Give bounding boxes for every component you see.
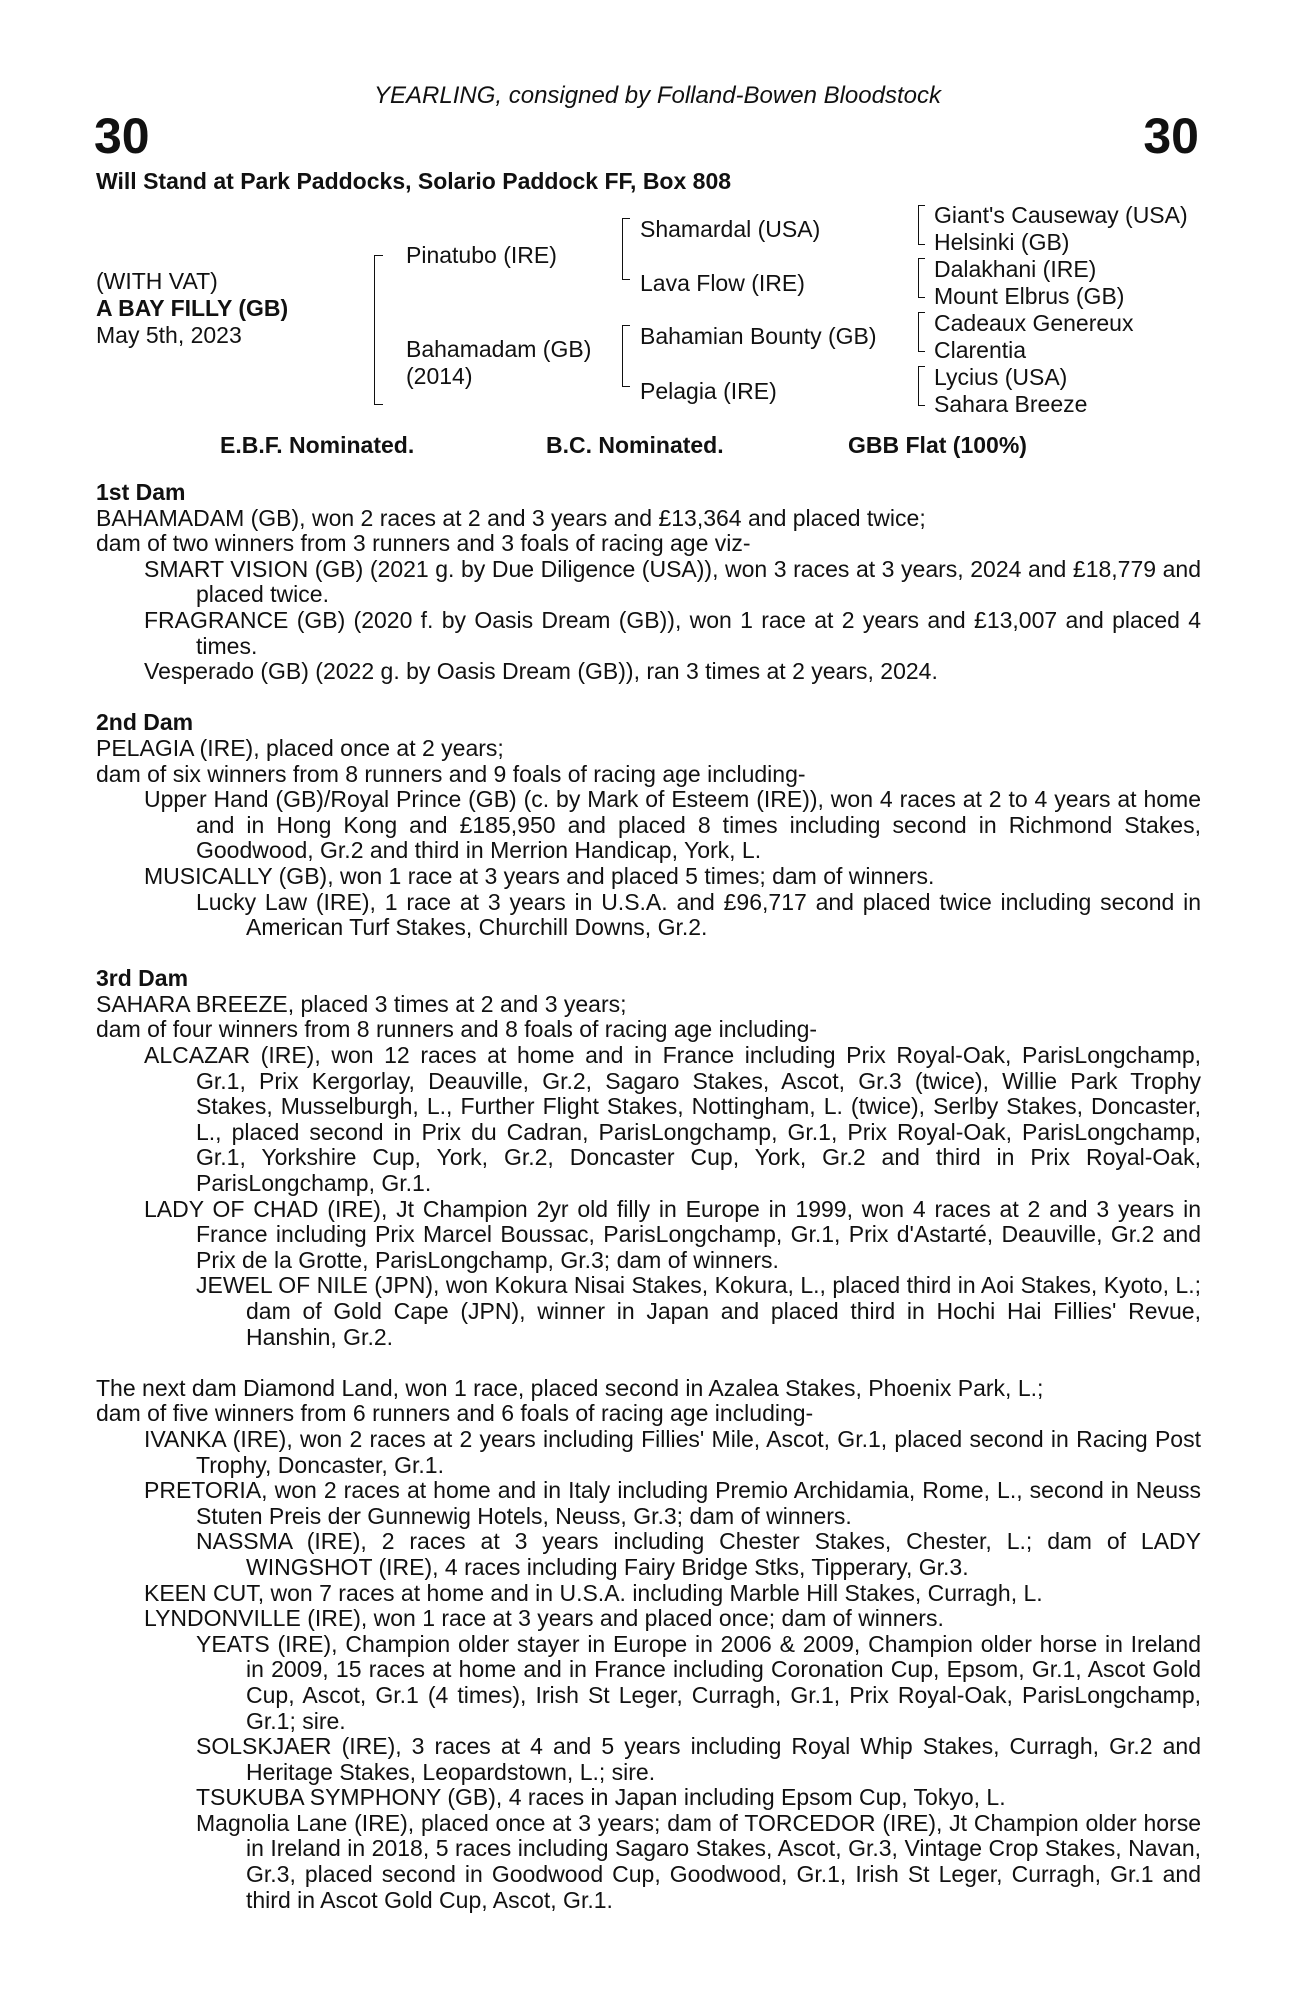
produce-entry: IVANKA (IRE), won 2 races at 2 years including Fillies' Mile, Ascot, Gr.1, placed second in Racing Post Trophy, Doncaster, Gr.1. [144,1425,1201,1478]
produce-entry: NASSMA (IRE), 2 races at 3 years including Chester Stakes, Chester, L.; dam of LADY WINGSHOT (IRE), 4 races including Fairy Bridge Stks, Tipperary, Gr.3. [196,1528,1201,1580]
produce-entry: FRAGRANCE (GB) (2020 f. by Oasis Dream (GB)), won 1 race at 2 years and £13,007 and placed 4 times. [144,606,1201,659]
third-dam-produce: dam of four winners from 8 runners and 8 foals of racing age including- [96,1016,818,1043]
sire-dam-name: Lava Flow (IRE) [640,270,805,296]
third-dam-heading: 3rd Dam [96,965,189,992]
next-dam-produce: dam of five winners from 6 runners and 6 foals of racing age including- [96,1400,814,1427]
produce-entry: YEATS (IRE), Champion older stayer in Europe in 2006 & 2009, Champion older horse in Ireland in 2009, 15 races at home and in France including Coronation Cup, Epsom, Gr.1, Ascot Gold Cup, Ascot, Gr.1 (4 times), Irish St Leger, Curragh, Gr.1, Prix Royal-Oak, ParisLongchamp, Gr.1; sire. [196,1630,1201,1734]
horse-name: A BAY FILLY (GB) [96,295,289,321]
ancestor-5: Cadeaux Genereux [934,310,1134,336]
second-dam-heading: 2nd Dam [96,709,194,736]
second-dam-produce: dam of six winners from 8 runners and 9 foals of racing age including- [96,760,806,787]
brace-g2 [918,258,925,298]
produce-entry: Magnolia Lane (IRE), placed once at 3 years; dam of TORCEDOR (IRE), Jt Champion older horse in Ireland in 2018, 5 races including Sagaro Stakes, Ascot, Gr.3, Vintage Crop Stakes, Navan, Gr.3, placed second in Goodwood Cup, Goodwood, Gr.1, Irish St Leger, Curragh, Gr.1 and third in Ascot Gold Cup, Ascot, Gr.1. [196,1809,1201,1913]
bc-nomination: B.C. Nominated. [546,432,724,458]
dam-year: (2014) [406,363,473,389]
ancestor-3: Dalakhani (IRE) [934,256,1097,282]
stand-location: Will Stand at Park Paddocks, Solario Paddock FF, Box 808 [96,168,732,194]
dam-name: Bahamadam (GB) [406,336,592,362]
produce-entry: PRETORIA, won 2 races at home and in Italy including Premio Archidamia, Rome, L., second in Neuss Stuten Preis der Gunnewig Hotels, Neuss, Gr.3; dam of winners. [144,1477,1201,1529]
produce-entry: KEEN CUT, won 7 races at home and in U.S.A. including Marble Hill Stakes, Curragh, L. [144,1579,1043,1606]
produce-entry: Upper Hand (GB)/Royal Prince (GB) (c. by Mark of Esteem (IRE)), won 4 races at 2 to 4 years at home and in Hong Kong and £185,950 and placed 8 times including second in Richmond Stakes, Goodwood, Gr.2 and third in Merrion Handicap, York, L. [144,786,1201,864]
produce-entry: ALCAZAR (IRE), won 12 races at home and in France including Prix Royal-Oak, ParisLongchamp, Gr.1, Prix Kergorlay, Deauville, Gr.2, Sagaro Stakes, Ascot, Gr.3 (twice), Willie Park Trophy Stakes, Musselburgh, L., Further Flight Stakes, Nottingham, L. (twice), Serlby Stakes, Doncaster, L., placed second in Prix du Cadran, ParisLongchamp, Gr.1, Prix Royal-Oak, ParisLongchamp, Gr.1, Yorkshire Cup, York, Gr.2, Doncaster Cup, York, Gr.2 and third in Prix Royal-Oak, ParisLongchamp, Gr.1. [144,1042,1201,1197]
ancestor-1: Giant's Causeway (USA) [934,202,1188,228]
next-dam-summary: The next dam Diamond Land, won 1 race, placed second in Azalea Stakes, Phoenix Park, L.; [96,1374,1044,1401]
lot-number-left: 30 [94,108,150,164]
catalogue-subtitle: YEARLING, consigned by Folland-Bowen Bloodstock [374,82,941,109]
ancestor-2: Helsinki (GB) [934,229,1070,255]
vat-note: (WITH VAT) [96,268,218,294]
brace-dam [622,325,630,387]
ancestor-8: Sahara Breeze [934,391,1088,417]
foaling-date: May 5th, 2023 [96,322,242,348]
sire-sire-name: Shamardal (USA) [640,216,821,242]
brace-g1 [918,205,925,245]
brace-g3 [918,312,925,352]
produce-entry: JEWEL OF NILE (JPN), won Kokura Nisai Stakes, Kokura, L., placed third in Aoi Stakes, Kyoto, L.; dam of Gold Cape (JPN), winner in Japan and placed third in Hochi Hai Fillies' Revue, Hanshin, Gr.2. [196,1272,1201,1350]
third-dam-summary: SAHARA BREEZE, placed 3 times at 2 and 3 years; [96,990,627,1017]
produce-entry: Lucky Law (IRE), 1 race at 3 years in U.S.A. and £96,717 and placed twice including second in American Turf Stakes, Churchill Downs, Gr.2. [196,888,1201,941]
first-dam-summary: BAHAMADAM (GB), won 2 races at 2 and 3 years and £13,364 and placed twice; [96,504,926,531]
sire-name: Pinatubo (IRE) [406,242,557,268]
first-dam-produce: dam of two winners from 3 runners and 3 foals of racing age viz- [96,530,751,557]
produce-entry: TSUKUBA SYMPHONY (GB), 4 races in Japan including Epsom Cup, Tokyo, L. [196,1784,1006,1811]
brace-gen1 [374,255,383,405]
gbb-bonus: GBB Flat (100%) [848,432,1027,458]
produce-entry: SMART VISION (GB) (2021 g. by Due Diligence (USA)), won 3 races at 3 years, 2024 and £18,779 and placed twice. [144,555,1201,608]
ancestor-7: Lycius (USA) [934,364,1068,390]
dam-produce-record [96,480,1201,1913]
produce-entry: MUSICALLY (GB), won 1 race at 3 years and placed 5 times; dam of winners. [144,862,935,889]
brace-sire [622,218,630,280]
dam-dam-name: Pelagia (IRE) [640,378,777,404]
produce-entry: LADY OF CHAD (IRE), Jt Champion 2yr old filly in Europe in 1999, won 4 races at 2 and 3 years in France including Prix Marcel Boussac, ParisLongchamp, Gr.1, Prix d'Astarté, Deauville, Gr.2 and Prix de la Grotte, ParisLongchamp, Gr.3; dam of winners. [144,1195,1201,1273]
ancestor-4: Mount Elbrus (GB) [934,283,1125,309]
produce-entry: LYNDONVILLE (IRE), won 1 race at 3 years and placed once; dam of winners. [144,1605,944,1632]
produce-entry: SOLSKJAER (IRE), 3 races at 4 and 5 years including Royal Whip Stakes, Curragh, Gr.2 and Heritage Stakes, Leopardstown, L.; sire. [196,1733,1201,1785]
second-dam-summary: PELAGIA (IRE), placed once at 2 years; [96,734,504,761]
lot-number-right: 30 [1143,108,1199,164]
first-dam-heading: 1st Dam [96,479,186,505]
produce-entry: Vesperado (GB) (2022 g. by Oasis Dream (GB)), ran 3 times at 2 years, 2024. [144,658,938,685]
ancestor-6: Clarentia [934,337,1027,363]
ebf-nomination: E.B.F. Nominated. [220,432,415,458]
brace-g4 [918,366,925,406]
dam-sire-name: Bahamian Bounty (GB) [640,323,877,349]
